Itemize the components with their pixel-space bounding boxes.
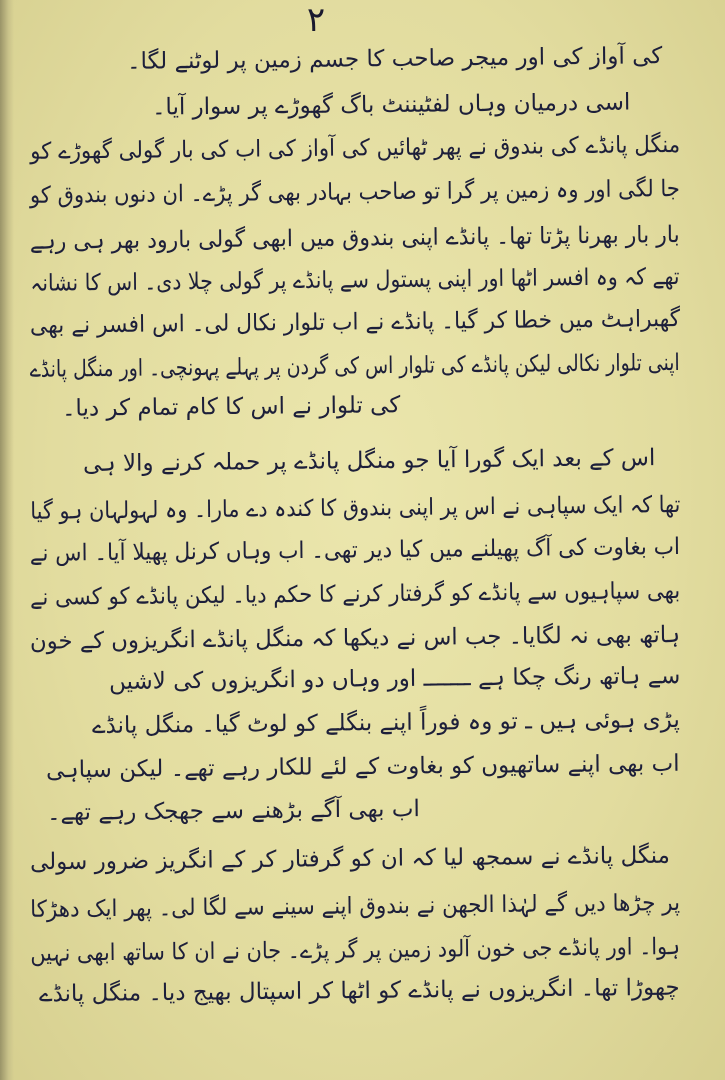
text-line: سے ہاتھ رنگ چکا ہے ـــــــ اور وہاں دو انگریزوں کی لاشیں xyxy=(108,663,681,695)
text-line: بھی سپاہیوں سے پانڈے کو گرفتار کرنے کا حکم دیا۔ لیکن پانڈے کو کسی نے xyxy=(29,578,681,611)
text-line: پڑی ہوئی ہیں ـ تو وہ فوراً اپنے بنگلے کو لوٹ گیا۔ منگل پانڈے xyxy=(92,706,681,740)
text-line: کی تلوار نے اس کا کام تمام کر دیا۔ xyxy=(61,392,401,422)
text-line: گھبراہٹ میں خطا کر گیا۔ پانڈے نے اب تلوار نکال لی۔ اس افسر نے بھی xyxy=(29,306,681,339)
text-line: منگل پانڈے نے سمجھ لیا کہ ان کو گرفتار کر کے انگریز ضرور سولی xyxy=(29,842,671,876)
text-line: تھا کہ ایک سپاہی نے اس پر اپنی بندوق کا کندہ دے مارا۔ وہ لہولہان ہو گیا xyxy=(29,492,681,525)
text-line: ہاتھ بھی نہ لگایا۔ جب اس نے دیکھا کہ منگل پانڈے انگریزوں کے خون xyxy=(29,622,681,655)
text-line: اب بغاوت کی آگ پھیلنے میں کیا دیر تھی۔ اب وہاں کرنل پھیلا آیا۔ اس نے xyxy=(29,534,681,567)
text-line: اب بھی آگے بڑھنے سے جھجک رہے تھے۔ xyxy=(46,796,421,826)
text-line: منگل پانڈے کی بندوق نے پھر ٹھائیں کی آواز کی اب کی بار گولی گھوڑے کو xyxy=(29,132,681,165)
page-number: ۲ xyxy=(306,0,326,40)
text-line: کی آواز کی اور میجر صاحب کا جسم زمین پر لوٹنے لگا۔ xyxy=(126,43,663,75)
text-line: پر چڑھا دیں گے لہٰذا الجھن نے بندوق اپنے سینے سے لگا لی۔ پھر ایک دھڑکا xyxy=(30,890,681,923)
text-line: اسی درمیان وہاں لفٹیننٹ باگ گھوڑے پر سوار آیا۔ xyxy=(151,89,631,121)
page-edge-shadow xyxy=(0,0,14,1080)
text-line: اس کے بعد ایک گورا آیا جو منگل پانڈے پر حملہ کرنے والا ہی xyxy=(82,445,656,477)
text-line: بار بار بھرنا پڑتا تھا۔ پانڈے اپنی بندوق میں ابھی گولی بارود بھر ہی رہے xyxy=(29,222,681,255)
text-line: اپنی تلوار نکالی لیکن پانڈے کی تلوار اس کی گردن پر پہلے پہونچی۔ اور منگل پانڈے xyxy=(29,350,681,383)
text-line: تھے کہ وہ افسر اٹھا اور اپنی پستول سے پانڈے پر گولی چلا دی۔ اس کا نشانہ xyxy=(30,264,681,297)
text-line: ہوا۔ اور پانڈے جی خون آلود زمین پر گر پڑے۔ جان نے ان کا ساتھ ابھی نہیں xyxy=(30,934,681,967)
text-line: جا لگی اور وہ زمین پر گرا تو صاحب بہادر بھی گر پڑے۔ ان دنوں بندوق کو xyxy=(29,176,681,209)
text-line: اب بھی اپنے ساتھیوں کو بغاوت کے لئے للکار رہے تھے۔ لیکن سپاہی xyxy=(46,750,681,784)
text-line: چھوڑا تھا۔ انگریزوں نے پانڈے کو اٹھا کر اسپتال بھیج دیا۔ منگل پانڈے xyxy=(39,974,681,1008)
